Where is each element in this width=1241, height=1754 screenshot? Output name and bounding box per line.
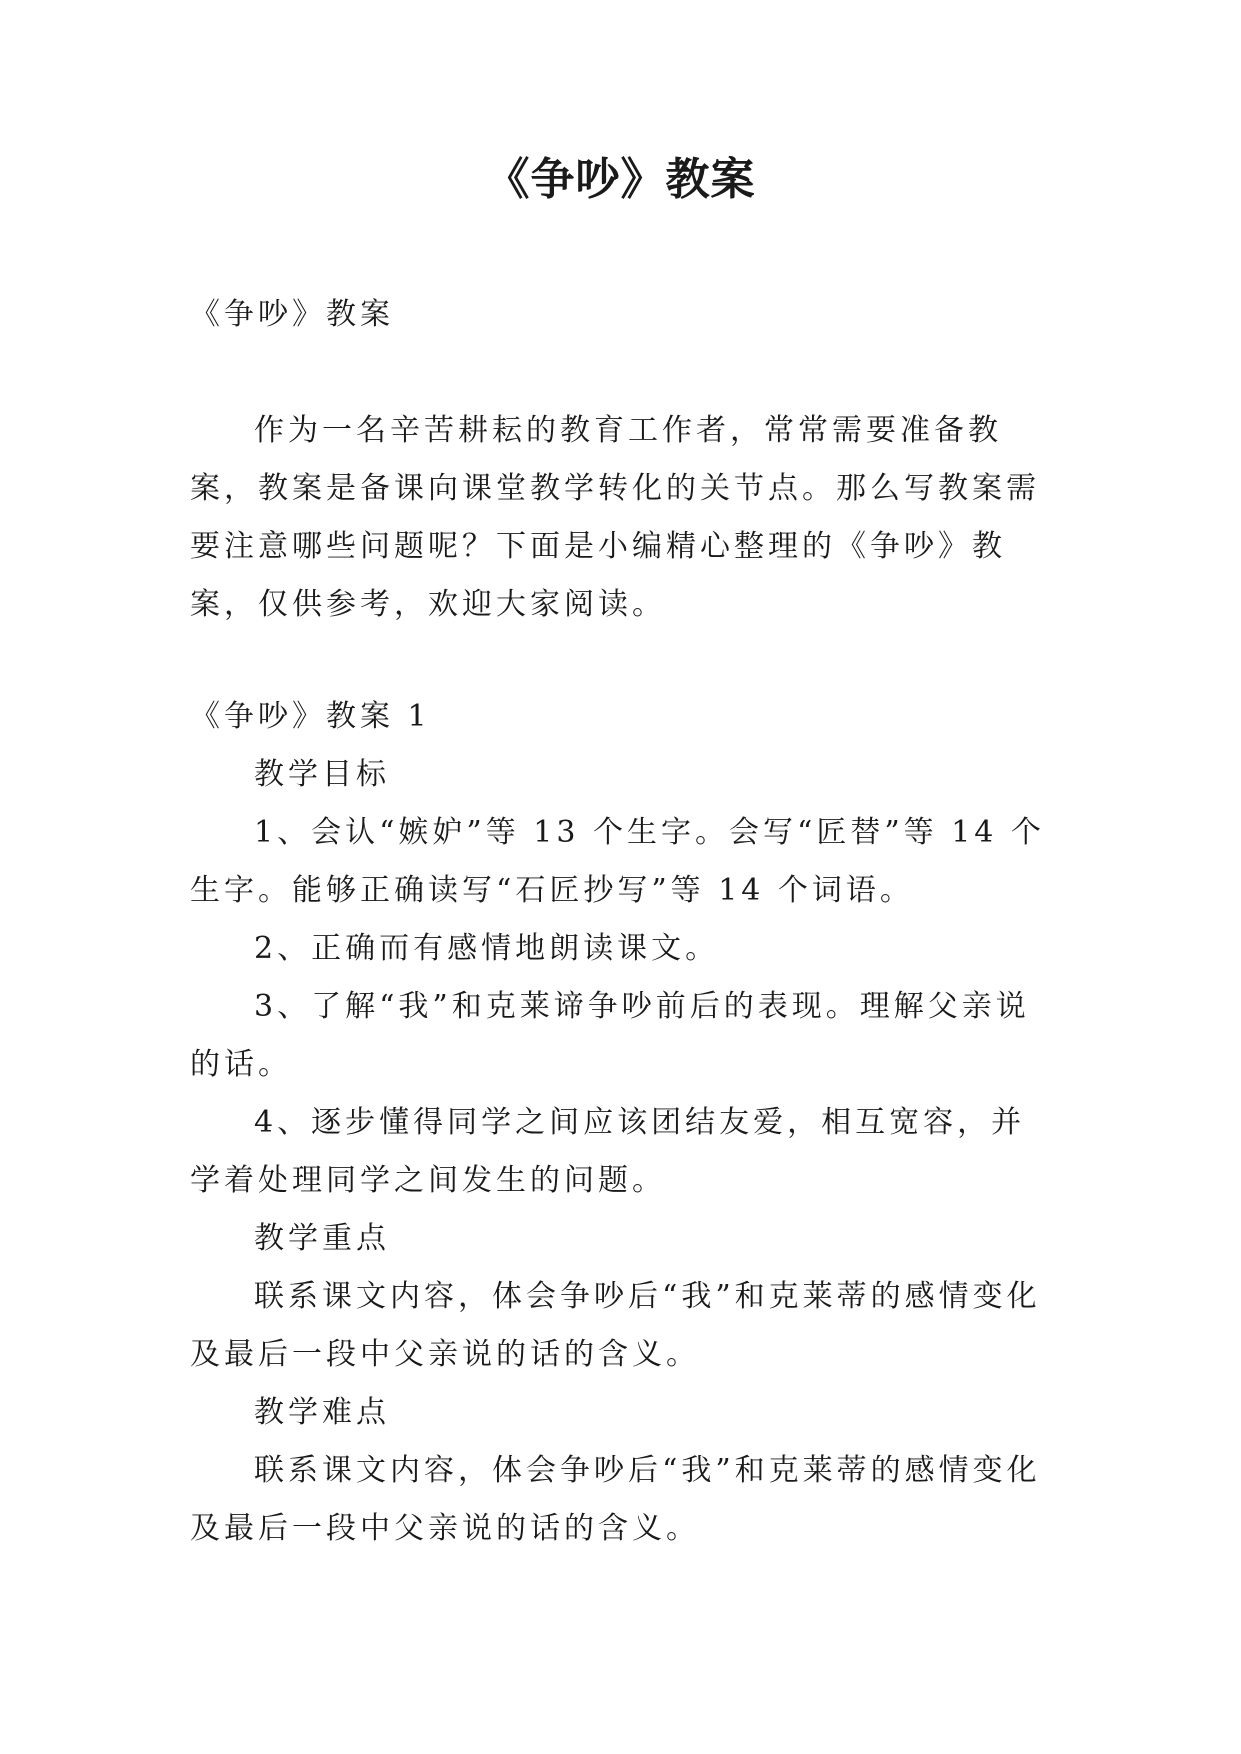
paragraph: 1、会认“嫉妒”等 13 个生字。会写“匠替”等 14 个生字。能够正确读写“石匠抄写”等 14 个词语。: [190, 815, 1045, 908]
section-heading: 《争吵》教案 1: [190, 699, 431, 734]
intro-paragraph: 作为一名辛苦耕耘的教育工作者，常常需要准备教案，教案是备课向课堂教学转化的关节点。那么写教案需要注意哪些问题呢？下面是小编精心整理的《争吵》教案，仅供参考，欢迎大家阅读。: [190, 413, 1040, 622]
section-subheading: 教学难点: [254, 1395, 390, 1430]
section-1: [190, 688, 1050, 1558]
paragraph: 3、了解“我”和克莱谛争吵前后的表现。理解父亲说的话。: [190, 989, 1030, 1082]
document-title: 《争吵》教案: [485, 154, 756, 205]
paragraph: 2、正确而有感情地朗读课文。: [254, 931, 720, 966]
paragraph: 联系课文内容，体会争吵后“我”和克莱蒂的感情变化及最后一段中父亲说的话的含义。: [190, 1453, 1041, 1546]
paragraph: 联系课文内容，体会争吵后“我”和克莱蒂的感情变化及最后一段中父亲说的话的含义。: [190, 1279, 1041, 1372]
section-subheading: 教学重点: [254, 1221, 390, 1256]
section-subheading: 教学目标: [254, 757, 390, 792]
paragraph: 4、逐步懂得同学之间应该团结友爱，相互宽容，并学着处理同学之间发生的问题。: [190, 1105, 1026, 1198]
document-subtitle: 《争吵》教案: [190, 297, 394, 332]
